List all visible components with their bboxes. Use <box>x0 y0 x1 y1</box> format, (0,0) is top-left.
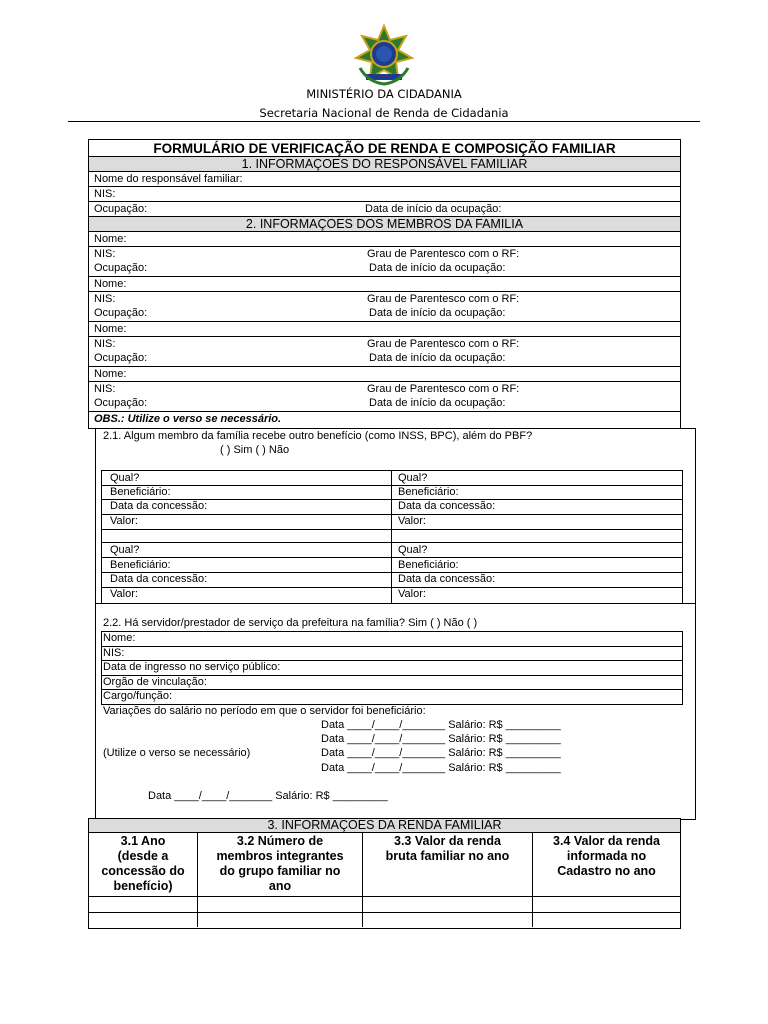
member-nis-label: NIS: <box>94 383 116 395</box>
benefit-beneficiary-label: Beneficiário: <box>110 486 171 498</box>
server-nis-label: NIS: <box>103 647 125 659</box>
member-name-label: Nome: <box>94 323 127 335</box>
benefit-date-label: Data da concessão: <box>398 573 496 585</box>
server-name-label: Nome: <box>103 632 136 644</box>
server-entry-date-label: Data de ingresso no serviço público: <box>103 661 281 673</box>
member-start-date-label: Data de início da ocupação: <box>369 352 506 364</box>
member-occupation-label: Ocupação: <box>94 307 148 319</box>
benefit-value-label: Valor: <box>398 588 426 600</box>
obs-note: OBS.: Utilize o verso se necessário. <box>94 413 282 425</box>
benefit-beneficiary-label: Beneficiário: <box>398 559 459 571</box>
benefit-value-label: Valor: <box>110 588 138 600</box>
responsible-start-date-label: Data de início da ocupação: <box>365 203 502 215</box>
member-nis-label: NIS: <box>94 338 116 350</box>
server-position-label: Cargo/função: <box>103 690 173 702</box>
member-start-date-label: Data de início da ocupação: <box>369 262 506 274</box>
benefit-which-label: Qual? <box>398 544 428 556</box>
salary-line: Data ____/____/_______ Salário: R$ _________ <box>321 733 561 745</box>
member-name-label: Nome: <box>94 233 127 245</box>
benefit-beneficiary-label: Beneficiário: <box>398 486 459 498</box>
member-occupation-label: Ocupação: <box>94 397 148 409</box>
benefit-value-label: Valor: <box>110 515 138 527</box>
member-kinship-label: Grau de Parentesco com o RF: <box>367 383 520 395</box>
responsible-nis-label: NIS: <box>94 188 116 200</box>
benefit-date-label: Data da concessão: <box>398 500 496 512</box>
benefit-which-label: Qual? <box>110 544 140 556</box>
member-occupation-label: Ocupação: <box>94 262 148 274</box>
member-name-label: Nome: <box>94 368 127 380</box>
benefit-beneficiary-label: Beneficiário: <box>110 559 171 571</box>
salary-line: Data ____/____/_______ Salário: R$ _________ <box>321 762 561 774</box>
member-start-date-label: Data de início da ocupação: <box>369 307 506 319</box>
header-divider <box>68 121 700 122</box>
form-title: FORMULÁRIO DE VERIFICAÇÃO DE RENDA E COMPOSIÇÃO FAMILIAR <box>153 141 616 156</box>
question-2-1-options: ( ) Sim ( ) Não <box>220 444 290 456</box>
member-start-date-label: Data de início da ocupação: <box>369 397 506 409</box>
member-nis-label: NIS: <box>94 293 116 305</box>
member-kinship-label: Grau de Parentesco com o RF: <box>367 338 520 350</box>
salary-line: Data ____/____/_______ Salário: R$ _________ <box>321 747 561 759</box>
col-gross-income-header: 3.3 Valor da renda bruta familiar no ano <box>385 834 510 863</box>
section1-title: 1. INFORMAÇOES DO RESPONSÁVEL FAMILIAR <box>241 157 528 171</box>
member-occupation-label: Ocupação: <box>94 352 148 364</box>
col-registered-income-header: 3.4 Valor da renda informada no Cadastro no ano <box>553 834 660 878</box>
member-nis-label: NIS: <box>94 248 116 260</box>
member-kinship-label: Grau de Parentesco com o RF: <box>367 293 520 305</box>
section2-title: 2. INFORMAÇOES DOS MEMBROS DA FAMILIA <box>245 217 524 231</box>
col-members-header: 3.2 Número de membros integrantes do grupo familiar no ano <box>216 834 344 893</box>
member-name-label: Nome: <box>94 278 127 290</box>
responsible-name-label: Nome do responsável familiar: <box>94 173 243 185</box>
benefit-which-label: Qual? <box>398 472 428 484</box>
section3-title: 3. INFORMAÇOES DA RENDA FAMILIAR <box>267 818 502 832</box>
benefit-value-label: Valor: <box>398 515 426 527</box>
benefit-date-label: Data da concessão: <box>110 500 208 512</box>
salary-line: Data ____/____/_______ Salário: R$ _________ <box>321 719 561 731</box>
responsible-occupation-label: Ocupação: <box>94 203 148 215</box>
col-year-header: 3.1 Ano (desde a concessão do benefício) <box>101 834 185 893</box>
coat-of-arms-emblem <box>354 24 414 86</box>
salary-line: Data ____/____/_______ Salário: R$ _________ <box>148 790 388 802</box>
question-2-2: 2.2. Há servidor/prestador de serviço da prefeitura na família? Sim ( ) Não ( ) <box>103 617 478 629</box>
benefit-date-label: Data da concessão: <box>110 573 208 585</box>
server-organ-label: Orgão de vinculação: <box>103 676 207 688</box>
question-2-1: 2.1. Algum membro da família recebe outro benefício (como INSS, BPC), além do PBF? <box>103 430 533 442</box>
benefit-which-label: Qual? <box>110 472 140 484</box>
salary-note: (Utilize o verso se necessário) <box>103 747 251 759</box>
ministry-name: MINISTÉRIO DA CIDADANIA <box>306 87 462 101</box>
member-kinship-label: Grau de Parentesco com o RF: <box>367 248 520 260</box>
secretariat-name: Secretaria Nacional de Renda de Cidadania <box>259 106 509 120</box>
salary-variation-title: Variações do salário no período em que o servidor foi beneficiário: <box>103 705 426 717</box>
